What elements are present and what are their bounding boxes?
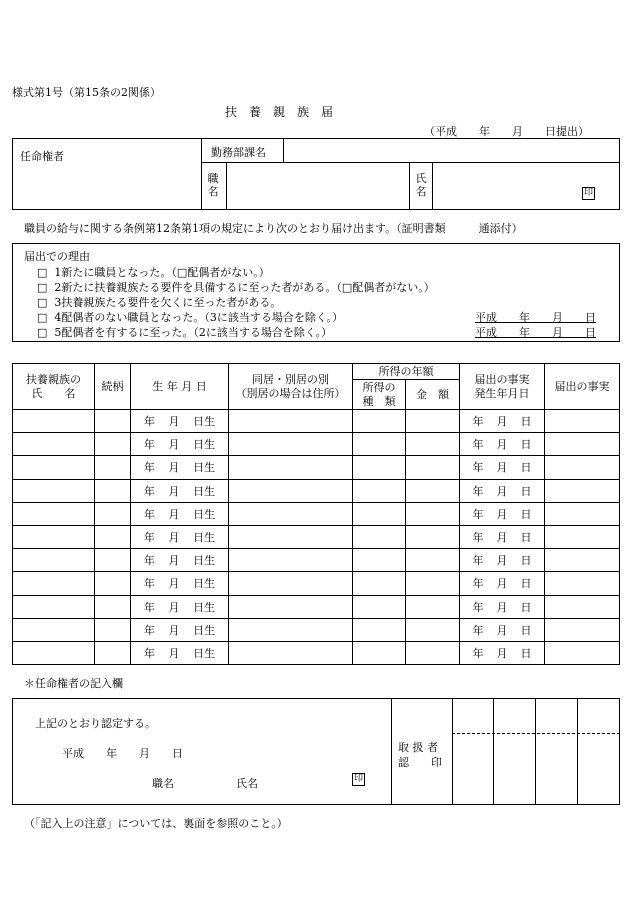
income-type-cell[interactable] bbox=[353, 433, 406, 456]
birth-date-cell[interactable]: 年 月 日生 bbox=[131, 479, 229, 502]
checkbox-icon: □ bbox=[37, 311, 48, 324]
birth-date-cell[interactable]: 年 月 日生 bbox=[131, 456, 229, 479]
table-row bbox=[13, 433, 620, 456]
header-income-type: 所得の 種 類 bbox=[353, 380, 406, 410]
birth-date-cell[interactable]: 年 月 日生 bbox=[131, 572, 229, 595]
dependents-table bbox=[12, 363, 620, 665]
relation-cell[interactable] bbox=[95, 479, 131, 502]
income-type-cell[interactable] bbox=[353, 618, 406, 641]
event-cell[interactable] bbox=[545, 410, 620, 433]
position-label: 職名 bbox=[207, 172, 219, 198]
relation-cell[interactable] bbox=[95, 456, 131, 479]
reason-item-1[interactable]: □ 1新たに職員となった。（□配偶者がない。） bbox=[37, 266, 270, 279]
certify-position-label: 職名 bbox=[152, 777, 174, 790]
name-cell[interactable] bbox=[13, 433, 95, 456]
event-date-cell[interactable]: 年 月 日 bbox=[460, 479, 545, 502]
residence-cell[interactable] bbox=[229, 595, 353, 618]
name-cell[interactable] bbox=[13, 572, 95, 595]
event-date-cell[interactable]: 年 月 日 bbox=[460, 456, 545, 479]
relation-cell[interactable] bbox=[95, 641, 131, 664]
birth-date-cell[interactable]: 年 月 日生 bbox=[131, 433, 229, 456]
event-cell[interactable] bbox=[545, 641, 620, 664]
reason-date-5: 平成 年 月 日 bbox=[475, 326, 596, 339]
residence-cell[interactable] bbox=[229, 410, 353, 433]
checkbox-icon: □ bbox=[37, 281, 48, 294]
residence-cell[interactable] bbox=[229, 456, 353, 479]
header-name: 扶養親族の 氏 名 bbox=[13, 364, 95, 410]
name-cell[interactable] bbox=[13, 502, 95, 525]
income-amount-cell[interactable] bbox=[406, 595, 460, 618]
header-birth: 生 年 月 日 bbox=[131, 364, 229, 410]
event-date-cell[interactable]: 年 月 日 bbox=[460, 410, 545, 433]
income-type-cell[interactable] bbox=[353, 456, 406, 479]
header-relation: 続柄 bbox=[95, 364, 131, 410]
name-cell[interactable] bbox=[13, 549, 95, 572]
income-type-cell[interactable] bbox=[353, 549, 406, 572]
event-date-cell[interactable]: 年 月 日 bbox=[460, 618, 545, 641]
income-type-cell[interactable] bbox=[353, 502, 406, 525]
income-amount-cell[interactable] bbox=[406, 433, 460, 456]
residence-cell[interactable] bbox=[229, 525, 353, 548]
appointer-section-heading: ＊任命権者の記入欄 bbox=[24, 677, 123, 690]
relation-cell[interactable] bbox=[95, 502, 131, 525]
relation-cell[interactable] bbox=[95, 572, 131, 595]
event-cell[interactable] bbox=[545, 525, 620, 548]
reason-item-3[interactable]: □ 3扶養親族たる要件を欠くに至った者がある。 bbox=[37, 296, 282, 309]
handler-label: 取 扱 者 bbox=[398, 741, 438, 754]
event-date-cell[interactable]: 年 月 日 bbox=[460, 595, 545, 618]
form-number: 様式第1号（第15条の2関係） bbox=[12, 86, 161, 99]
event-date-cell[interactable]: 年 月 日 bbox=[460, 572, 545, 595]
event-date-cell[interactable]: 年 月 日 bbox=[460, 502, 545, 525]
reason-heading: 届出での理由 bbox=[24, 250, 90, 263]
income-amount-cell[interactable] bbox=[406, 641, 460, 664]
table-row bbox=[13, 595, 620, 618]
name-cell[interactable] bbox=[13, 479, 95, 502]
relation-cell[interactable] bbox=[95, 618, 131, 641]
income-amount-cell[interactable] bbox=[406, 410, 460, 433]
footnote: （「記入上の注意」については、裏面を参照のこと。） bbox=[24, 817, 288, 830]
income-amount-cell[interactable] bbox=[406, 549, 460, 572]
event-cell[interactable] bbox=[545, 595, 620, 618]
submit-date: （平成 年 月 日提出） bbox=[424, 125, 589, 138]
name-cell[interactable] bbox=[13, 525, 95, 548]
income-amount-cell[interactable] bbox=[406, 479, 460, 502]
income-type-cell[interactable] bbox=[353, 595, 406, 618]
income-amount-cell[interactable] bbox=[406, 618, 460, 641]
event-cell[interactable] bbox=[545, 618, 620, 641]
handler-seal-label: 認 印 bbox=[398, 756, 442, 769]
table-row bbox=[13, 549, 620, 572]
table-row bbox=[13, 641, 620, 664]
event-date-cell[interactable]: 年 月 日 bbox=[460, 641, 545, 664]
table-row bbox=[13, 525, 620, 548]
certify-text: 上記のとおり認定する。 bbox=[35, 717, 156, 730]
employee-info-box bbox=[12, 138, 620, 210]
header-residence: 同居・別居の別 （別居の場合は住所） bbox=[229, 364, 353, 410]
birth-date-cell[interactable]: 年 月 日生 bbox=[131, 641, 229, 664]
seal-icon: 印 bbox=[583, 188, 593, 198]
residence-cell[interactable] bbox=[229, 572, 353, 595]
event-cell[interactable] bbox=[545, 479, 620, 502]
residence-cell[interactable] bbox=[229, 502, 353, 525]
residence-cell[interactable] bbox=[229, 549, 353, 572]
residence-cell[interactable] bbox=[229, 618, 353, 641]
income-type-cell[interactable] bbox=[353, 410, 406, 433]
checkbox-icon: □ bbox=[37, 296, 48, 309]
reason-item-4[interactable]: □ 4配偶者のない職員となった。（3に該当する場合を除く。） bbox=[37, 311, 344, 324]
relation-cell[interactable] bbox=[95, 595, 131, 618]
event-cell[interactable] bbox=[545, 572, 620, 595]
name-cell[interactable] bbox=[13, 595, 95, 618]
name-cell[interactable] bbox=[13, 456, 95, 479]
income-amount-cell[interactable] bbox=[406, 572, 460, 595]
residence-cell[interactable] bbox=[229, 433, 353, 456]
relation-cell[interactable] bbox=[95, 549, 131, 572]
table-row bbox=[13, 479, 620, 502]
appointer-label: 任命権者 bbox=[20, 150, 64, 163]
event-date-cell[interactable]: 年 月 日 bbox=[460, 525, 545, 548]
relation-cell[interactable] bbox=[95, 525, 131, 548]
name-cell[interactable] bbox=[13, 410, 95, 433]
seal-icon: 印 bbox=[353, 774, 363, 784]
table-row bbox=[13, 502, 620, 525]
event-cell[interactable] bbox=[545, 549, 620, 572]
reason-date-4: 平成 年 月 日 bbox=[475, 311, 596, 324]
event-cell[interactable] bbox=[545, 502, 620, 525]
birth-date-cell[interactable]: 年 月 日生 bbox=[131, 525, 229, 548]
birth-date-cell[interactable]: 年 月 日生 bbox=[131, 618, 229, 641]
header-event-date: 届出の事実 発生年月日 bbox=[460, 364, 545, 410]
residence-cell[interactable] bbox=[229, 479, 353, 502]
name-label: 氏名 bbox=[415, 172, 427, 198]
event-date-cell[interactable]: 年 月 日 bbox=[460, 433, 545, 456]
name-cell[interactable] bbox=[13, 618, 95, 641]
birth-date-cell[interactable]: 年 月 日生 bbox=[131, 410, 229, 433]
relation-cell[interactable] bbox=[95, 433, 131, 456]
income-amount-cell[interactable] bbox=[406, 502, 460, 525]
name-cell[interactable] bbox=[13, 641, 95, 664]
header-income-amount: 金 額 bbox=[406, 380, 460, 410]
declaration: 職員の給与に関する条例第12条第1項の規定により次のとおり届け出ます。（証明書類 通添付） bbox=[24, 222, 523, 235]
certify-name-label: 氏名 bbox=[236, 777, 258, 790]
header-event: 届出の事実 bbox=[545, 364, 620, 410]
reason-item-5[interactable]: □ 5配偶者を有するに至った。（2に該当する場合を除く。） bbox=[37, 326, 333, 339]
residence-cell[interactable] bbox=[229, 641, 353, 664]
birth-date-cell[interactable]: 年 月 日生 bbox=[131, 502, 229, 525]
relation-cell[interactable] bbox=[95, 410, 131, 433]
table-row bbox=[13, 456, 620, 479]
birth-date-cell[interactable]: 年 月 日生 bbox=[131, 549, 229, 572]
header-income: 所得の年額 bbox=[353, 364, 460, 380]
income-type-cell[interactable] bbox=[353, 525, 406, 548]
income-amount-cell[interactable] bbox=[406, 525, 460, 548]
form-title: 扶 養 親 族 届 bbox=[225, 105, 334, 119]
event-date-cell[interactable]: 年 月 日 bbox=[460, 549, 545, 572]
table-row bbox=[13, 618, 620, 641]
table-row bbox=[13, 572, 620, 595]
income-type-cell[interactable] bbox=[353, 572, 406, 595]
checkbox-icon: □ bbox=[37, 326, 48, 339]
event-cell[interactable] bbox=[545, 433, 620, 456]
birth-date-cell[interactable]: 年 月 日生 bbox=[131, 595, 229, 618]
income-amount-cell[interactable] bbox=[406, 456, 460, 479]
income-type-cell[interactable] bbox=[353, 641, 406, 664]
department-label: 勤務部課名 bbox=[211, 146, 266, 159]
event-cell[interactable] bbox=[545, 456, 620, 479]
reason-item-2[interactable]: □ 2新たに扶養親族たる要件を具備するに至った者がある。（□配偶者がない。） bbox=[37, 281, 435, 294]
income-type-cell[interactable] bbox=[353, 479, 406, 502]
table-row bbox=[13, 410, 620, 433]
checkbox-icon: □ bbox=[37, 266, 48, 279]
certify-date: 平成 年 月 日 bbox=[62, 747, 183, 760]
